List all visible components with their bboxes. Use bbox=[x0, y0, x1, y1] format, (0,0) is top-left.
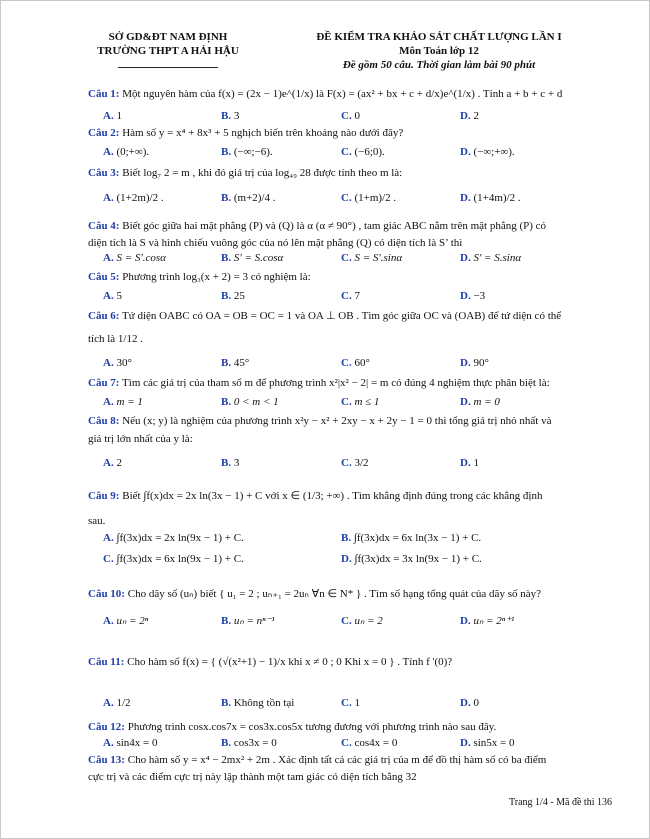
answer-5a: A. 5 bbox=[103, 290, 122, 302]
answer-4a: A. S = S'.cosα bbox=[103, 252, 166, 264]
subject: Môn Toán lớp 12 bbox=[399, 45, 479, 57]
answer-3a: A. (1+2m)/2 . bbox=[103, 192, 164, 204]
answer-11c: C. 1 bbox=[341, 697, 360, 709]
answer-9a: A. ∫f(3x)dx = 2x ln(9x − 1) + C. bbox=[103, 532, 244, 544]
answer-5c: C. 7 bbox=[341, 290, 360, 302]
question-11: Câu 11: Cho hàm số f(x) = { (√(x²+1) − 1)/x khi x ≠ 0 ; 0 Khi x = 0 } . Tính f '(0)? bbox=[88, 656, 453, 668]
answer-8d: D. 1 bbox=[460, 457, 479, 469]
question-12: Câu 12: Phương trình cosx.cos7x = cos3x.cos5x tương đương với phương trình nào sau đây. bbox=[88, 721, 497, 733]
answer-7a: A. m = 1 bbox=[103, 396, 143, 408]
question-8-line2: giá trị lớn nhất của y là: bbox=[88, 433, 193, 445]
answer-10b: B. uₙ = nⁿ⁻¹ bbox=[221, 615, 275, 627]
dept-name: SỞ GD&ĐT NAM ĐỊNH bbox=[108, 31, 228, 43]
answer-7d: D. m = 0 bbox=[460, 396, 500, 408]
answer-4b: B. S' = S.cosα bbox=[221, 252, 284, 264]
answer-2b: B. (−∞;−6). bbox=[221, 146, 273, 158]
answer-11b: B. Không tồn tại bbox=[221, 697, 295, 709]
answer-6b: B. 45° bbox=[221, 357, 250, 369]
answer-6a: A. 30° bbox=[103, 357, 132, 369]
answer-8a: A. 2 bbox=[103, 457, 122, 469]
question-5: Câu 5: Phương trình log₃(x + 2) = 3 có nghiệm là: bbox=[88, 271, 311, 283]
answer-1d: D. 2 bbox=[460, 110, 479, 122]
exam-info: Đề gồm 50 câu. Thời gian làm bài 90 phút bbox=[342, 59, 536, 71]
answer-6c: C. 60° bbox=[341, 357, 370, 369]
answer-11a: A. 1/2 bbox=[103, 697, 131, 709]
answer-4c: C. S = S'.sinα bbox=[341, 252, 403, 264]
question-6-line2: tích là 1/12 . bbox=[88, 333, 143, 345]
answer-2a: A. (0;+∞). bbox=[103, 146, 150, 158]
answer-10d: D. uₙ = 2ⁿ⁺¹ bbox=[460, 615, 515, 627]
answer-6d: D. 90° bbox=[460, 357, 489, 369]
answer-12a: A. sin4x = 0 bbox=[103, 737, 158, 749]
answer-9d: D. ∫f(3x)dx = 3x ln(9x − 1) + C. bbox=[341, 553, 482, 565]
answer-8b: B. 3 bbox=[221, 457, 240, 469]
question-13-line2: cực trị và các điểm cực trị này lập thành một tam giác có diện tích bằng 32 bbox=[88, 771, 417, 783]
answer-9c: C. ∫f(3x)dx = 6x ln(9x − 1) + C. bbox=[103, 553, 244, 565]
question-9: Câu 9: Biết ∫f(x)dx = 2x ln(3x − 1) + C với x ∈ (1/3; +∞) . Tìm khẳng định đúng trong các khẳng định bbox=[88, 490, 543, 502]
answer-7b: B. 0 < m < 1 bbox=[221, 396, 279, 408]
header-underline bbox=[118, 67, 218, 68]
answer-5d: D. −3 bbox=[460, 290, 486, 302]
answer-2d: D. (−∞;+∞). bbox=[460, 146, 515, 158]
answer-3b: B. (m+2)/4 . bbox=[221, 192, 276, 204]
answer-1a: A. 1 bbox=[103, 110, 122, 122]
question-1: Câu 1: Một nguyên hàm của f(x) = (2x − 1)e^(1/x) là F(x) = (ax² + bx + c + d/x)e^(1/x) . Tính a + b + c + d bbox=[88, 88, 563, 100]
question-7: Câu 7: Tìm các giá trị của tham số m để phương trình x²|x² − 2| = m có đúng 4 nghiệm thực phân biệt là: bbox=[88, 377, 550, 389]
school-name: TRƯỜNG THPT A HẢI HẬU bbox=[97, 45, 239, 57]
answer-7c: C. m ≤ 1 bbox=[341, 396, 380, 408]
answer-1b: B. 3 bbox=[221, 110, 240, 122]
question-6: Câu 6: Tứ diện OABC có OA = OB = OC = 1 và OA ⊥ OB . Tìm góc giữa OC và (OAB) để tứ diện có thể bbox=[88, 310, 562, 322]
answer-9b: B. ∫f(3x)dx = 6x ln(3x − 1) + C. bbox=[341, 532, 482, 544]
question-2: Câu 2: Hàm số y = x⁴ + 8x³ + 5 nghịch biến trên khoảng nào dưới đây? bbox=[88, 127, 404, 139]
question-8: Câu 8: Nếu (x; y) là nghiệm của phương trình x²y − x² + 2xy − x + 2y − 1 = 0 thì tổng giá trị nhỏ nhất và bbox=[88, 415, 552, 427]
question-4-line2: diện tích là S và hình chiếu vuông góc của nó lên mặt phẳng (Q) có diện tích là S’ thì bbox=[88, 237, 463, 249]
answer-3d: D. (1+4m)/2 . bbox=[460, 192, 521, 204]
answer-12d: D. sin5x = 0 bbox=[460, 737, 515, 749]
answer-11d: D. 0 bbox=[460, 697, 479, 709]
answer-10c: C. uₙ = 2 bbox=[341, 615, 383, 627]
answer-12c: C. cos4x = 0 bbox=[341, 737, 398, 749]
answer-12b: B. cos3x = 0 bbox=[221, 737, 277, 749]
question-9-line2: sau. bbox=[88, 515, 106, 527]
answer-8c: C. 3/2 bbox=[341, 457, 369, 469]
question-10: Câu 10: Cho dãy số (uₙ) biết { u₁ = 2 ; uₙ₊₁ = 2uₙ ∀n ∈ N* } . Tìm số hạng tổng quát của dãy số này? bbox=[88, 588, 541, 600]
answer-5b: B. 25 bbox=[221, 290, 245, 302]
answer-3c: C. (1+m)/2 . bbox=[341, 192, 397, 204]
page-footer: Trang 1/4 - Mã đề thi 136 bbox=[509, 797, 612, 808]
exam-title: ĐỀ KIỂM TRA KHẢO SÁT CHẤT LƯỢNG LẦN I bbox=[316, 31, 562, 43]
answer-10a: A. uₙ = 2ⁿ bbox=[103, 615, 149, 627]
answer-2c: C. (−6;0). bbox=[341, 146, 385, 158]
answer-4d: D. S' = S.sinα bbox=[460, 252, 522, 264]
question-4: Câu 4: Biết góc giữa hai mặt phẳng (P) và (Q) là α (α ≠ 90°) , tam giác ABC nằm trên mặt phẳng (P) có bbox=[88, 220, 547, 232]
question-13: Câu 13: Cho hàm số y = x⁴ − 2mx² + 2m . Xác định tất cả các giá trị của m để đồ thị hàm số có ba điểm bbox=[88, 754, 547, 766]
question-3: Câu 3: Biết log₇ 2 = m , khi đó giá trị của log₄₉ 28 được tính theo m là: bbox=[88, 167, 403, 179]
answer-1c: C. 0 bbox=[341, 110, 360, 122]
